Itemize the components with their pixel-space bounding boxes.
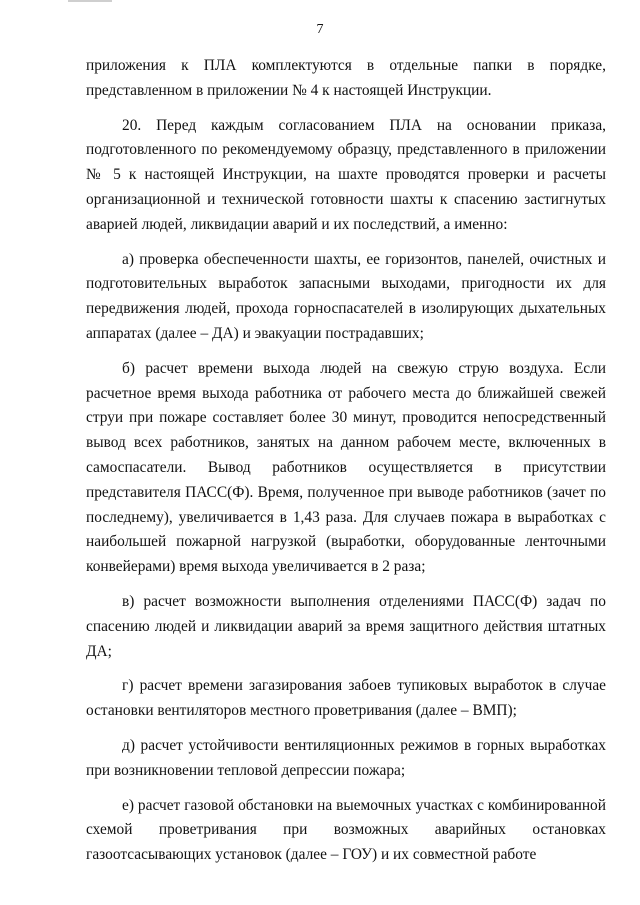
paragraph-subitem-e: е) расчет газовой обстановки на выемочных участках с комбинированной схемой проветривания при возможных аварийных остановках газоотсасывающих установок (далее – ГОУ) и их совместной работе [86, 796, 606, 864]
paragraph-subitem-d: д) расчет устойчивости вентиляционных режимов в горных выработках при возникновении тепловой депрессии пожара; [86, 736, 606, 779]
scan-edge-mark [68, 0, 112, 2]
paragraph-subitem-a: а) проверка обеспеченности шахты, ее горизонтов, панелей, очистных и подготовительных выработок запасными выходами, пригодности их для передвижения людей, прохода горноспасателей в изолирующих дыхательных аппаратах (далее – ДА) и эвакуации пострадавших; [86, 250, 606, 342]
paragraph-subitem-v: в) расчет возможности выполнения отделениями ПАСС(Ф) задач по спасению людей и ликвидации аварий за время защитного действия штатных ДА; [86, 592, 606, 660]
page-number: 7 [316, 22, 324, 37]
paragraph-continuation: приложения к ПЛА комплектуются в отдельные папки в порядке, представленном в приложении № 4 к настоящей Инструкции. [86, 57, 606, 99]
paragraph-subitem-b: б) расчет времени выхода людей на свежую струю воздуха. Если расчетное время выхода работника от рабочего места до ближайшей свежей струи при пожаре составляет более 30 минут, проводится непосредственный вывод всех работников, занятых на данном рабочем месте, включенных в самоспасатели. Вывод работников осуществляется в присутствии представителя ПАСС(Ф). Время, полученное при выводе работников (зачет по последнему), увеличивается в 1,43 раза. Для случаев пожара в выработках с наибольшей пожарной нагрузкой (выработки, оборудованные ленточными конвейерами) время выхода увеличивается в 2 раза; [86, 359, 606, 576]
paragraph-item-20: 20. Перед каждым согласованием ПЛА на основании приказа, подготовленного по рекомендуемому образцу, представленного в приложении № 5 к настоящей Инструкции, на шахте проводятся проверки и расчеты организационной и технической готовности шахты к спасению застигнутых аварией людей, ликвидации аварий и их последствий, а именно: [86, 116, 606, 233]
paragraph-subitem-g: г) расчет времени загазирования забоев тупиковых выработок в случае остановки вентиляторов местного проветривания (далее – ВМП); [86, 677, 606, 720]
body-text [86, 54, 606, 878]
